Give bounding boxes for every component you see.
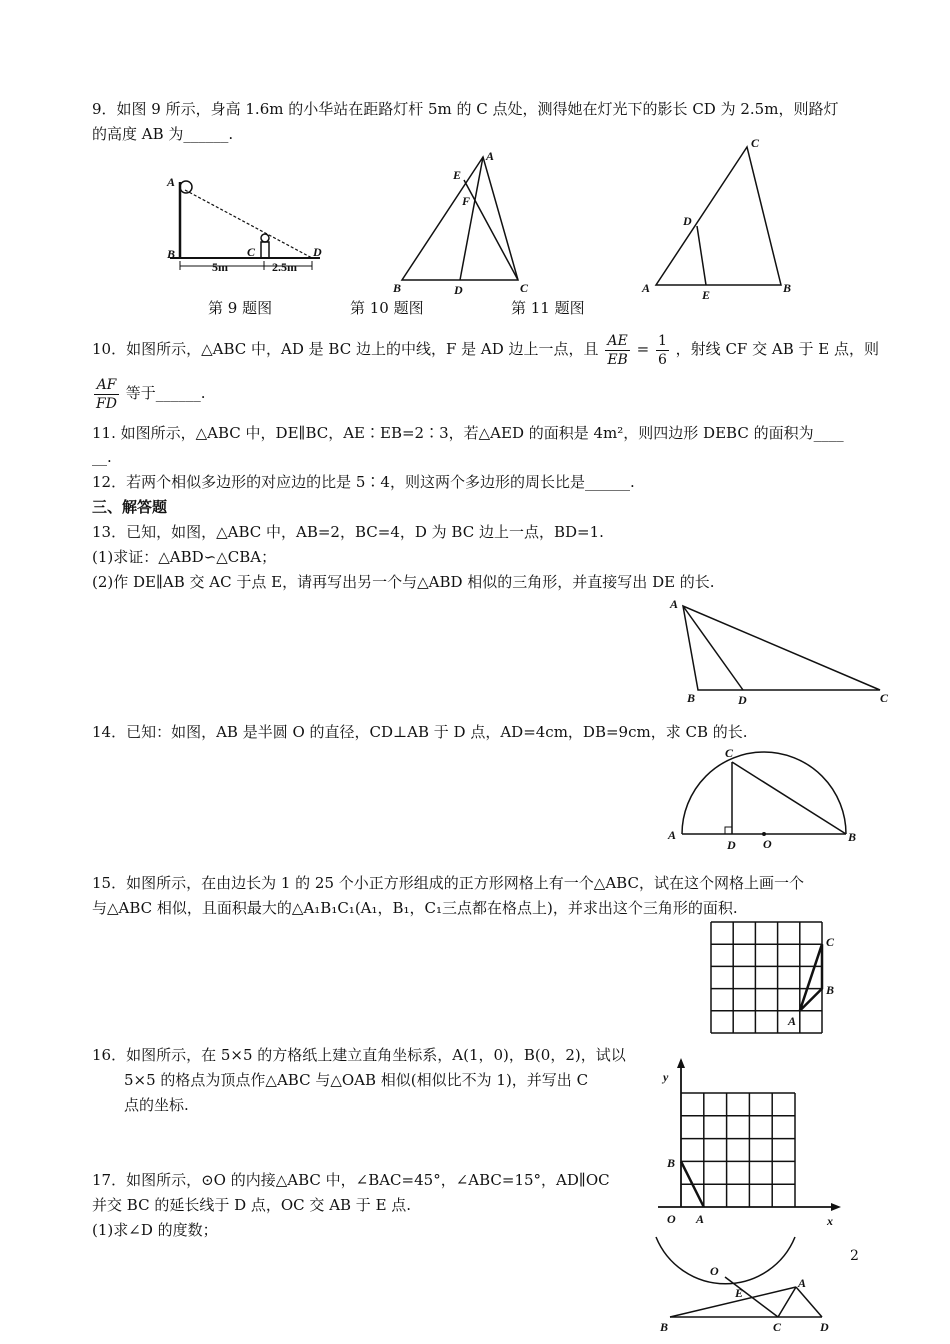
q15-line1: 15．如图所示，在由边长为 1 的 25 个小正方形组成的正方形网格上有一个△ABC，试在这个网格上画一个: [92, 874, 804, 892]
fig9-person-head: [261, 234, 269, 242]
fig10-diagram: [390, 145, 540, 295]
q10-line1: 10．如图所示，△ABC 中，AD 是 BC 边上的中线，F 是 AD 边上一点，且 $\frac{AE}{EB}$ = $\frac{1}{6}$ ，射线 CF 交 AB 于 E 点，则: [92, 332, 879, 368]
fig13-label-d: D: [738, 693, 747, 707]
fig10-label-b: B: [393, 281, 402, 295]
fig17-segment-ac: [778, 1287, 796, 1317]
q10-frac-ae-eb: $\frac{AE}{EB}$: [607, 332, 628, 368]
q16-line3: 点的坐标.: [124, 1096, 189, 1114]
fig10-label-f: F: [462, 194, 471, 208]
fig13-label-b: B: [687, 691, 696, 705]
q9-line2: 的高度 AB 为______.: [92, 125, 234, 143]
fig15-label-b: B: [826, 983, 835, 997]
fig10-label-d: D: [454, 283, 463, 297]
fig15-grid: [711, 922, 822, 1033]
fig11-caption: 第 11 题图: [511, 299, 585, 317]
fig16-label-o: O: [667, 1212, 676, 1226]
q13-line1: 13．已知，如图，△ABC 中，AB=2，BC=4，D 为 BC 边上一点，BD=1.: [92, 523, 604, 541]
fig11-label-d: D: [683, 214, 692, 228]
fig11-diagram: [640, 135, 800, 300]
fig10-ray-cf: [464, 180, 518, 280]
fig14-label-a: A: [668, 828, 677, 842]
fig16-label-x: x: [827, 1214, 833, 1228]
section-heading: 三、解答题: [92, 498, 168, 516]
fig17-segment-ba: [670, 1287, 796, 1317]
fig9-dist-5m: 5m: [212, 260, 228, 274]
fig16-label-b: B: [667, 1156, 676, 1170]
fig16-grid: [681, 1093, 795, 1207]
fig9-diagram: [160, 170, 330, 280]
fig14-label-o: O: [763, 837, 772, 851]
fig17-segment-oc: [725, 1277, 778, 1317]
fig15-label-c: C: [826, 935, 835, 949]
fig10-label-e: E: [453, 168, 462, 182]
q14-text: 14．已知：如图，AB 是半圆 O 的直径，CD⊥AB 于 D 点，AD=4cm，DB=9cm，求 CB 的长.: [92, 723, 748, 741]
fig14-diagram: [665, 742, 865, 852]
fig17-label-a: A: [798, 1276, 807, 1290]
fig16-label-y: y: [663, 1070, 669, 1084]
fig11-segment-de: [697, 226, 706, 285]
fig16-diagram: [655, 1055, 845, 1230]
fig9-person-body: [261, 242, 269, 258]
fig10-label-a: A: [486, 149, 495, 163]
q13-line3: (2)作 DE∥AB 交 AC 于点 E，请再写出另一个与△ABD 相似的三角形，并直接写出 DE 的长.: [92, 573, 715, 591]
q12-text: 12．若两个相似多边形的对应边的比是 5∶4，则这两个多边形的周长比是______.: [92, 473, 635, 491]
fig11-label-c: C: [751, 136, 760, 150]
fig11-triangle-abc: [656, 147, 781, 285]
fig14-center-o: [762, 832, 766, 836]
q11-line1: 11. 如图所示，△ABC 中，DE∥BC，AE∶EB=2∶3，若△AED 的面积是 4m²，则四边形 DEBC 的面积为____: [92, 424, 844, 442]
q15-line2: 与△ABC 相似，且面积最大的△A₁B₁C₁(A₁，B₁，C₁三点都在格点上)，并求出这个三角形的面积.: [92, 899, 738, 917]
fig15-diagram: [706, 917, 856, 1042]
fig13-diagram: [670, 598, 900, 708]
q11-line2: __.: [92, 448, 112, 466]
fig17-label-o: O: [710, 1264, 719, 1278]
fig17-label-b: B: [660, 1320, 669, 1334]
fig9-label-d: D: [313, 245, 322, 259]
fig9-dist-2-5m: 2.5m: [272, 260, 297, 274]
fig17-label-e: E: [735, 1286, 744, 1300]
fig14-label-b: B: [848, 830, 857, 844]
fig15-triangle-abc: [800, 944, 822, 1011]
fig10-label-c: C: [520, 281, 529, 295]
fig11-label-b: B: [783, 281, 792, 295]
fig17-label-d: D: [820, 1320, 829, 1334]
q17-line1: 17．如图所示，⊙O 的内接△ABC 中，∠BAC=45°，∠ABC=15°，AD∥OC: [92, 1171, 610, 1189]
fig11-label-a: A: [642, 281, 651, 295]
q10-frac-1-6: $\frac{1}{6}$: [657, 332, 667, 368]
q17-line2: 并交 BC 的延长线于 D 点，OC 交 AB 于 E 点.: [92, 1196, 412, 1214]
fig17-segment-ad: [796, 1287, 822, 1317]
fig14-semicircle: [682, 752, 846, 834]
q16-line2: 5×5 的格点为顶点作△ABC 与△OAB 相似(相似比不为 1)，并写出 C: [124, 1071, 589, 1089]
fig9-caption: 第 9 题图: [208, 299, 273, 317]
fig9-label-c: C: [247, 245, 256, 259]
fig9-label-b: B: [167, 247, 176, 261]
q17-line3: (1)求∠D 的度数；: [92, 1221, 218, 1239]
fig14-label-d: D: [727, 838, 736, 852]
fig13-label-c: C: [880, 691, 889, 705]
fig17-diagram: [640, 1235, 840, 1344]
q9-line1: 9．如图 9 所示，身高 1.6m 的小华站在距路灯杆 5m 的 C 点处，测得她在灯光下的影长 CD 为 2.5m，则路灯: [92, 100, 839, 118]
q13-line2: (1)求证：△ABD∽△CBA；: [92, 548, 277, 566]
fig11-label-e: E: [702, 288, 711, 302]
fig10-caption: 第 10 题图: [350, 299, 424, 317]
fig14-label-c: C: [725, 746, 734, 760]
page-number: 2: [850, 1248, 859, 1264]
q10-line2: $\frac{AF}{FD}$ 等于______.: [96, 376, 206, 412]
fig13-label-a: A: [670, 597, 679, 611]
fig16-label-a: A: [696, 1212, 705, 1226]
fig9-label-a: A: [167, 175, 176, 189]
q16-line1: 16．如图所示，在 5×5 的方格纸上建立直角坐标系，A(1，0)，B(0，2)，试以: [92, 1046, 626, 1064]
fig17-label-c: C: [773, 1320, 782, 1334]
fig15-label-a: A: [788, 1014, 797, 1028]
q10-frac-af-fd: $\frac{AF}{FD}$: [96, 376, 117, 412]
fig14-segment-cb: [732, 762, 846, 834]
